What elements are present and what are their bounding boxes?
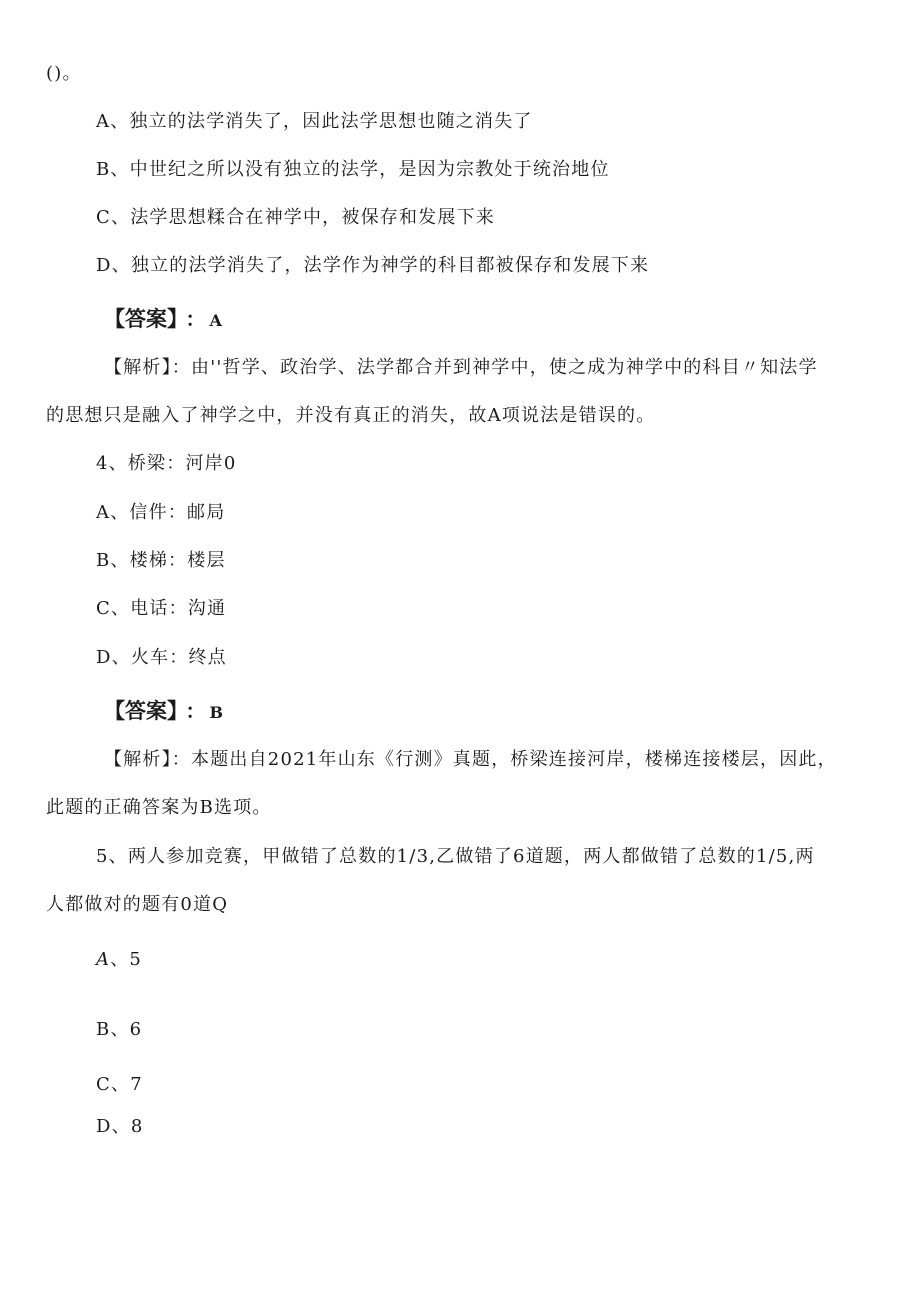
answer-label: 【答案】 xyxy=(104,699,178,723)
question-5-stem-line-2: 人都做对的题有0道Q xyxy=(46,894,229,915)
question-4-option-a xyxy=(96,501,225,525)
option-text: 法学思想糅合在神学中，被保存和发展下来 xyxy=(130,207,495,228)
option-text: 火车：终点 xyxy=(130,647,227,668)
answer-colon: ： xyxy=(185,307,206,331)
question-5-option-b xyxy=(96,1018,142,1042)
option-label: A、 xyxy=(96,502,130,523)
answer-colon: ： xyxy=(185,699,206,723)
option-label: D xyxy=(96,1116,112,1137)
option-text: 电话：沟通 xyxy=(130,598,227,619)
question-4-analysis-line-2: 此题的正确答案为B选项。 xyxy=(46,797,272,818)
option-text: 独立的法学消失了，因此法学思想也随之消失了 xyxy=(129,111,533,132)
question-3-option-c xyxy=(96,206,495,230)
option-label: D、 xyxy=(96,255,131,276)
option-label: B、 xyxy=(96,550,130,571)
question-5-option-a xyxy=(96,948,142,972)
option-label: D、 xyxy=(96,647,131,668)
option-label: C、 xyxy=(96,598,131,619)
question-4-option-c xyxy=(96,597,226,621)
option-text: 独立的法学消失了，法学作为神学的科目都被保存和发展下来 xyxy=(130,255,650,276)
option-label: A、 xyxy=(96,111,130,132)
question-4-analysis-line-1: 【解析】：本题出自2021年山东《行测》真题，桥梁连接河岸，楼梯连接楼层，因此， xyxy=(104,749,837,770)
option-sep: 、 xyxy=(110,1019,130,1040)
question-5-option-c xyxy=(96,1073,143,1097)
option-text: 中世纪之所以没有独立的法学，是因为宗教处于统治地位 xyxy=(129,159,610,180)
answer-value: A xyxy=(209,311,222,330)
answer-value: B xyxy=(209,703,224,722)
option-label: B xyxy=(96,1019,111,1040)
option-text: 8 xyxy=(130,1116,144,1137)
option-sep: 、 xyxy=(111,1116,131,1137)
option-label: A xyxy=(96,949,111,970)
question-4-answer xyxy=(104,699,223,725)
answer-label: 【答案】 xyxy=(104,307,178,331)
question-3-analysis-line-1: 【解析】：由''哲学、政治学、法学都合并到神学中，使之成为神学中的科目〃知法学 xyxy=(104,357,818,378)
question-5-option-d xyxy=(96,1115,144,1139)
question-3-answer xyxy=(104,307,222,333)
question-3-option-b xyxy=(96,158,610,182)
option-text: 6 xyxy=(129,1019,143,1040)
question-3-option-d xyxy=(96,254,649,278)
question-3-stem-end: ()。 xyxy=(46,63,82,84)
option-label: B、 xyxy=(96,159,130,180)
option-sep: 、 xyxy=(110,1074,131,1095)
question-4-stem: 4、桥梁：河岸0 xyxy=(96,453,237,474)
option-label: C xyxy=(96,1074,111,1095)
question-4-option-d xyxy=(96,646,227,670)
option-text: 信件：邮局 xyxy=(129,502,226,523)
question-3-analysis-line-2: 的思想只是融入了神学之中，并没有真正的消失，故A项说法是错误的。 xyxy=(46,405,656,426)
option-label: C、 xyxy=(96,207,131,228)
question-5-stem-line-1: 5、两人参加竞赛，甲做错了总数的1/3,乙做错了6道题，两人都做错了总数的1/5,两 xyxy=(96,846,815,867)
option-text: 7 xyxy=(130,1074,143,1095)
question-3-option-a xyxy=(96,110,533,134)
option-sep: 、 xyxy=(110,949,130,970)
question-4-option-b xyxy=(96,549,226,573)
option-text: 5 xyxy=(129,949,143,970)
option-text: 楼梯：楼层 xyxy=(129,550,226,571)
